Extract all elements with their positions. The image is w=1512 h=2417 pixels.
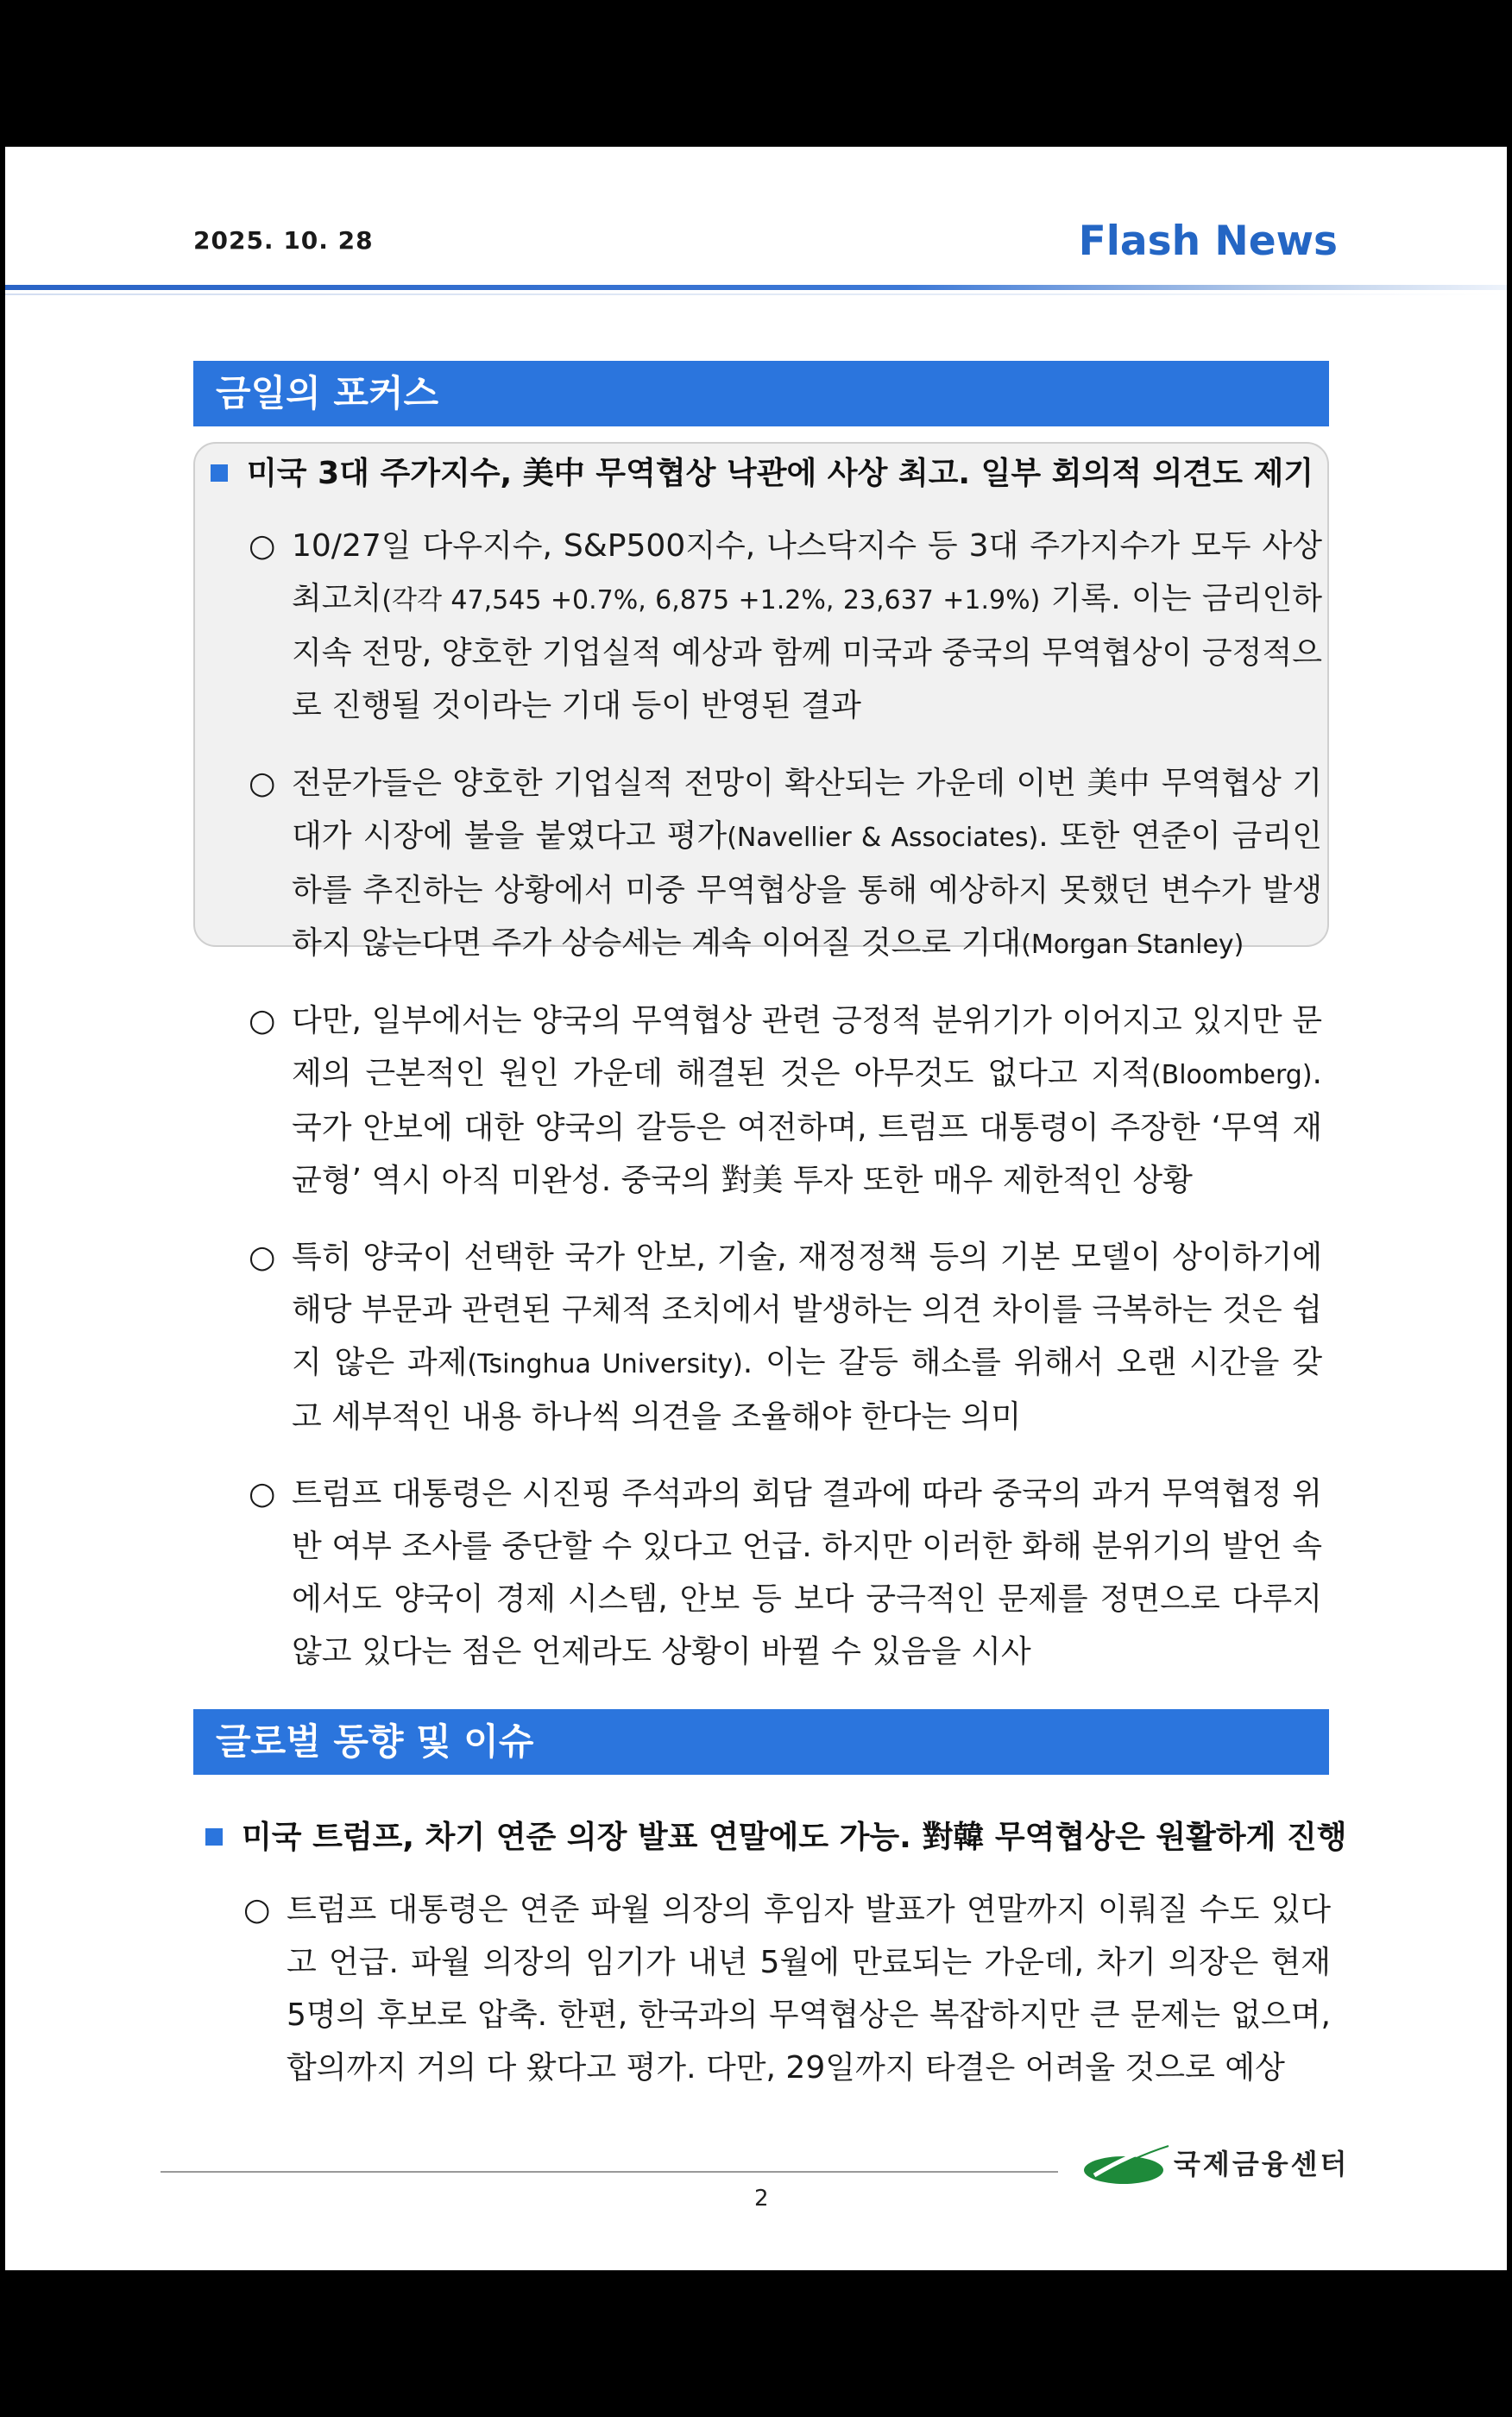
footer-rule — [161, 2171, 1058, 2173]
header-rule — [5, 285, 1507, 290]
document-page — [5, 147, 1507, 2270]
square-bullet-icon — [211, 464, 228, 482]
paragraph-text: . 이는 갈등 해소를 위해서 오랜 시간을 갖고 세부적인 내용 하나씩 의견을 조율해야 한다는 의미 — [292, 1345, 1322, 1435]
paragraph-text: 트럼프 대통령은 시진핑 주석과의 회담 결과에 따라 중국의 과거 무역협정 위반 여부 조사를 중단할 수 있다고 언급. 하지만 이러한 화해 분위기의 발언 속에서도 양국이 경제 시스템, 안보 등 보다 궁극적인 문제를 정면으로 다루지 않고 있다는 점은 언제라도 상황이 바뀔 수 있음을 시사 — [292, 1476, 1322, 1669]
focus-paragraph-3 — [249, 994, 1322, 1207]
logo-text: 국제금융센터 — [1174, 2148, 1350, 2180]
paragraph-note: (Tsinghua University) — [467, 1349, 743, 1379]
focus-paragraph-1 — [249, 520, 1322, 732]
circle-bullet-icon: ○ — [249, 766, 276, 801]
focus-paragraph-4 — [249, 1231, 1322, 1443]
square-bullet-icon — [205, 1828, 223, 1846]
paragraph-note: (각각 47,545 +0.7%, 6,875 +1.2%, 23,637 +1.9%) — [381, 585, 1041, 615]
focus-paragraph-2 — [249, 757, 1323, 971]
headline-text: 미국 3대 주가지수, 美中 무역협상 낙관에 사상 최고. 일부 회의적 의견도 제기 — [247, 456, 1314, 491]
global-paragraph-1 — [243, 1884, 1331, 2094]
brand-title: Flash News — [1078, 218, 1338, 265]
section-title-focus: 금일의 포커스 — [193, 361, 1329, 426]
circle-bullet-icon: ○ — [249, 1476, 276, 1511]
circle-bullet-icon: ○ — [249, 528, 276, 564]
global-headline — [205, 1813, 1347, 1857]
paragraph-text: 트럼프 대통령은 연준 파월 의장의 후임자 발표가 연말까지 이뤄질 수도 있다고 언급. 파월 의장의 임기가 내년 5월에 만료되는 가운데, 차기 의장은 현재 5명의 후보로 압축. 한편, 한국과의 무역협상은 복잡하지만 큰 문제는 없으며, 합의까지 거의 다 왔다고 평가. 다만, 29일까지 타결은 어려울 것으로 예상 — [287, 1892, 1331, 2086]
focus-headline — [211, 449, 1314, 493]
headline-text: 미국 트럼프, 차기 연준 의장 발표 연말에도 가능. 對韓 무역협상은 원활하게 진행 — [242, 1820, 1347, 1855]
section-title-global: 글로벌 동향 및 이슈 — [193, 1709, 1329, 1775]
paragraph-note: (Morgan Stanley) — [1021, 930, 1244, 960]
report-date: 2025. 10. 28 — [193, 226, 374, 255]
paragraph-text: . 국가 안보에 대한 양국의 갈등은 여전하며, 트럼프 대통령이 주장한 ‘무역 재균형’ 역시 아직 미완성. 중국의 對美 투자 또한 매우 제한적인 상황 — [292, 1056, 1322, 1198]
paragraph-text: 전문가들은 양호한 기업실적 전망이 확산되는 가운데 이번 美中 무역협상 기대가 시장에 불을 붙였다고 평가 — [292, 766, 1322, 854]
page-number: 2 — [754, 2186, 769, 2212]
paragraph-text: 10/27일 다우지수, S&P500지수, 나스닥지수 등 3대 주가지수가 모두 사상 최고치 — [292, 528, 1322, 616]
paragraph-text: 다만, 일부에서는 양국의 무역협상 관련 긍정적 분위기가 이어지고 있지만 문제의 근본적인 원인 가운데 해결된 것은 아무것도 없다고 지적 — [292, 1003, 1322, 1091]
header-rule-secondary — [5, 293, 1507, 295]
circle-bullet-icon: ○ — [249, 1003, 276, 1038]
circle-bullet-icon: ○ — [249, 1240, 276, 1275]
circle-bullet-icon: ○ — [243, 1892, 271, 1928]
paragraph-note: (Navellier & Associates) — [727, 823, 1039, 853]
focus-paragraph-5 — [249, 1467, 1322, 1678]
paragraph-text: 기록. 이는 금리인하 지속 전망, 양호한 기업실적 예상과 함께 미국과 중국의 무역협상이 긍정적으로 진행될 것이라는 기대 등이 반영된 결과 — [292, 581, 1322, 723]
paragraph-text: . 또한 연준이 금리인하를 추진하는 상황에서 미중 무역협상을 통해 예상하지 못했던 변수가 발생하지 않는다면 주가 상승세는 계속 이어질 것으로 기대 — [292, 818, 1323, 961]
paragraph-text: 특히 양국이 선택한 국가 안보, 기술, 재정정책 등의 기본 모델이 상이하기에 해당 부문과 관련된 구체적 조치에서 발생하는 의견 차이를 극복하는 것은 쉽지 않은 과제 — [292, 1240, 1322, 1380]
paragraph-note: (Bloomberg) — [1150, 1060, 1313, 1090]
